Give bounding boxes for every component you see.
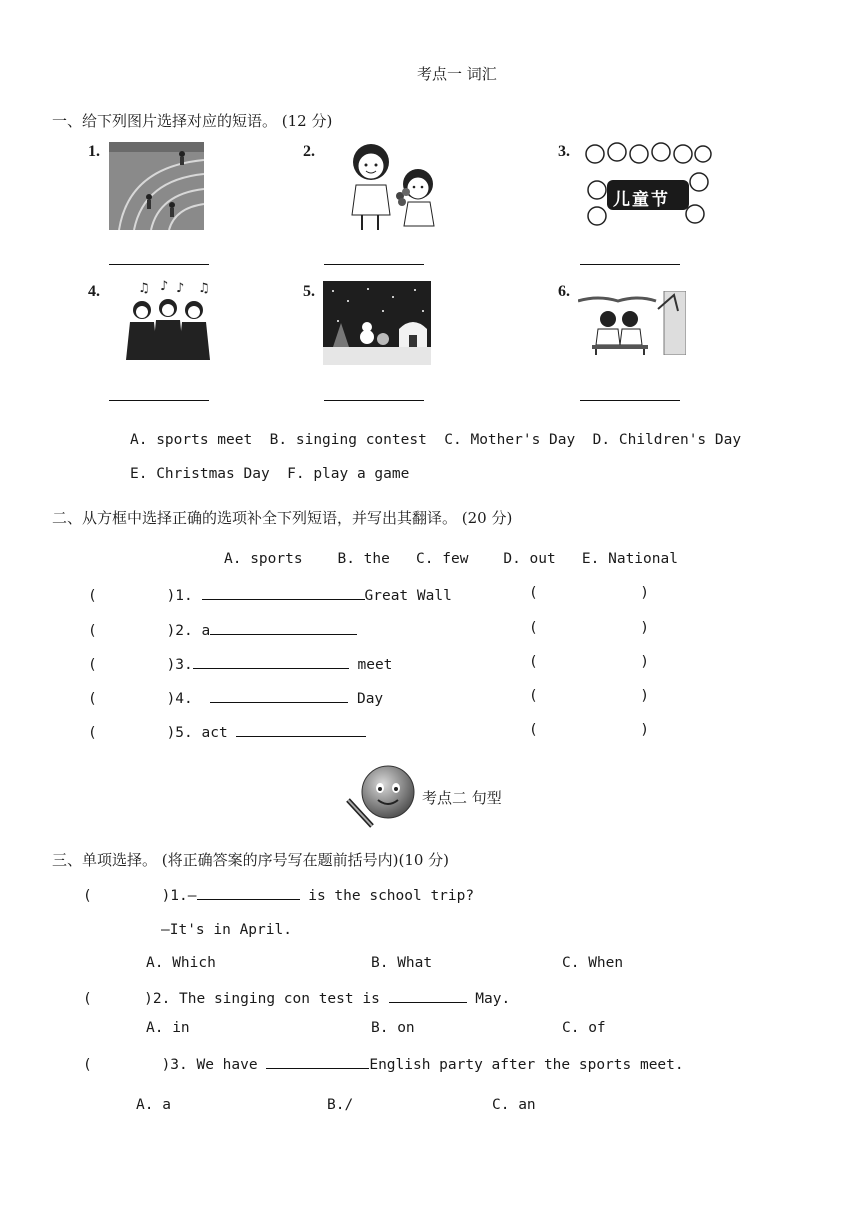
q2-row-5 <box>88 722 366 741</box>
mothers-day-picture <box>338 140 443 232</box>
fill-blank[interactable] <box>266 1054 369 1069</box>
fill-blank[interactable] <box>389 988 467 1003</box>
q3-item-3-option-a[interactable]: A. a <box>136 1097 171 1113</box>
fill-blank[interactable] <box>210 688 348 703</box>
q2-row-3 <box>88 654 392 673</box>
christmas-day-picture <box>323 281 431 365</box>
phrase-head: act <box>201 725 237 741</box>
picture-number-6: 6. <box>558 283 570 300</box>
q3-item-1 <box>83 885 474 904</box>
translation-box-1[interactable]: ( ) <box>529 585 649 601</box>
q3-item-1-option-c[interactable]: C. When <box>562 955 624 971</box>
phrase-tail: meet <box>348 657 393 673</box>
fill-blank[interactable] <box>210 620 357 635</box>
q1-options-row-1: A. sports meet B. singing contest C. Mother's Day D. Children's Day <box>130 432 742 448</box>
picture-number-5: 5. <box>303 283 315 300</box>
childrens-day-picture <box>583 140 713 228</box>
q3-item-2-option-c[interactable]: C. of <box>562 1020 606 1036</box>
translation-box-2[interactable]: ( ) <box>529 620 649 636</box>
svg-text:♫: ♫ <box>198 281 210 296</box>
fill-blank[interactable] <box>193 654 349 669</box>
phrase-head: a <box>201 623 211 639</box>
picture-number-4: 4. <box>88 283 100 300</box>
q2-row-1 <box>88 585 452 604</box>
answer-paren[interactable]: ( )1. <box>88 588 193 604</box>
answer-line-6[interactable] <box>580 400 680 401</box>
q3-item-3-option-b[interactable]: B./ <box>327 1097 354 1113</box>
answer-line-4[interactable] <box>109 400 209 401</box>
q3-item-3 <box>83 1054 684 1073</box>
svg-text:♪: ♪ <box>176 281 185 296</box>
answer-line-5[interactable] <box>324 400 424 401</box>
question-tail: is the school trip? <box>299 888 475 904</box>
answer-paren[interactable]: ( )3. We have <box>83 1057 258 1073</box>
translation-box-4[interactable]: ( ) <box>529 688 649 704</box>
question-tail: May. <box>466 991 511 1007</box>
q3-item-1-option-a[interactable]: A. Which <box>146 955 216 971</box>
q3-item-1-reply: —It's in April. <box>161 922 292 938</box>
answer-line-1[interactable] <box>109 264 209 265</box>
picture-number-2: 2. <box>303 143 315 160</box>
q3-item-1-option-b[interactable]: B. What <box>371 955 433 971</box>
translation-box-5[interactable]: ( ) <box>529 722 649 738</box>
fill-blank[interactable] <box>236 722 366 737</box>
answer-paren[interactable]: ( )2. The singing con test is <box>83 991 380 1007</box>
q3-item-2 <box>83 988 510 1007</box>
q3-item-2-option-b[interactable]: B. on <box>371 1020 415 1036</box>
question-tail: English party after the sports meet. <box>369 1057 684 1073</box>
sports-track-picture <box>109 142 204 230</box>
answer-paren[interactable]: ( )3. <box>88 657 193 673</box>
fill-blank[interactable] <box>197 885 300 900</box>
fill-blank[interactable] <box>202 585 365 600</box>
translation-box-3[interactable]: ( ) <box>529 654 649 670</box>
childrens-day-banner-text: 儿童节 <box>613 190 670 210</box>
answer-paren[interactable]: ( )4. <box>88 691 193 707</box>
singing-contest-picture <box>120 278 215 362</box>
phrase-tail: Great Wall <box>364 588 452 604</box>
phrase-tail: Day <box>348 691 384 707</box>
q2-row-4 <box>88 688 383 707</box>
answer-line-2[interactable] <box>324 264 424 265</box>
answer-line-3[interactable] <box>580 264 680 265</box>
svg-text:♫: ♫ <box>138 281 150 296</box>
answer-paren[interactable]: ( )1.— <box>83 888 197 904</box>
section-title-sentence-patterns: 考点二 句型 <box>422 789 502 807</box>
question-3-heading: 三、单项选择。 (将正确答案的序号写在题前括号内)(10 分) <box>52 851 450 869</box>
section-title-vocabulary: 考点一 词汇 <box>417 65 497 83</box>
q2-word-options: A. sports B. the C. few D. out E. National <box>224 551 678 567</box>
answer-paren[interactable]: ( )2. <box>88 623 193 639</box>
smiley-pencil-icon <box>344 764 416 830</box>
question-1-heading: 一、给下列图片选择对应的短语。 (12 分) <box>52 112 333 130</box>
svg-text:♪: ♪ <box>160 279 169 294</box>
play-a-game-picture <box>578 291 686 355</box>
picture-number-1: 1. <box>88 143 100 160</box>
q3-item-3-option-c[interactable]: C. an <box>492 1097 536 1113</box>
picture-number-3: 3. <box>558 143 570 160</box>
q2-row-2 <box>88 620 357 639</box>
q3-item-2-option-a[interactable]: A. in <box>146 1020 190 1036</box>
answer-paren[interactable]: ( )5. <box>88 725 193 741</box>
question-2-heading: 二、从方框中选择正确的选项补全下列短语，并写出其翻译。 (20 分) <box>52 509 513 527</box>
q1-options-row-2: E. Christmas Day F. play a game <box>130 466 410 482</box>
